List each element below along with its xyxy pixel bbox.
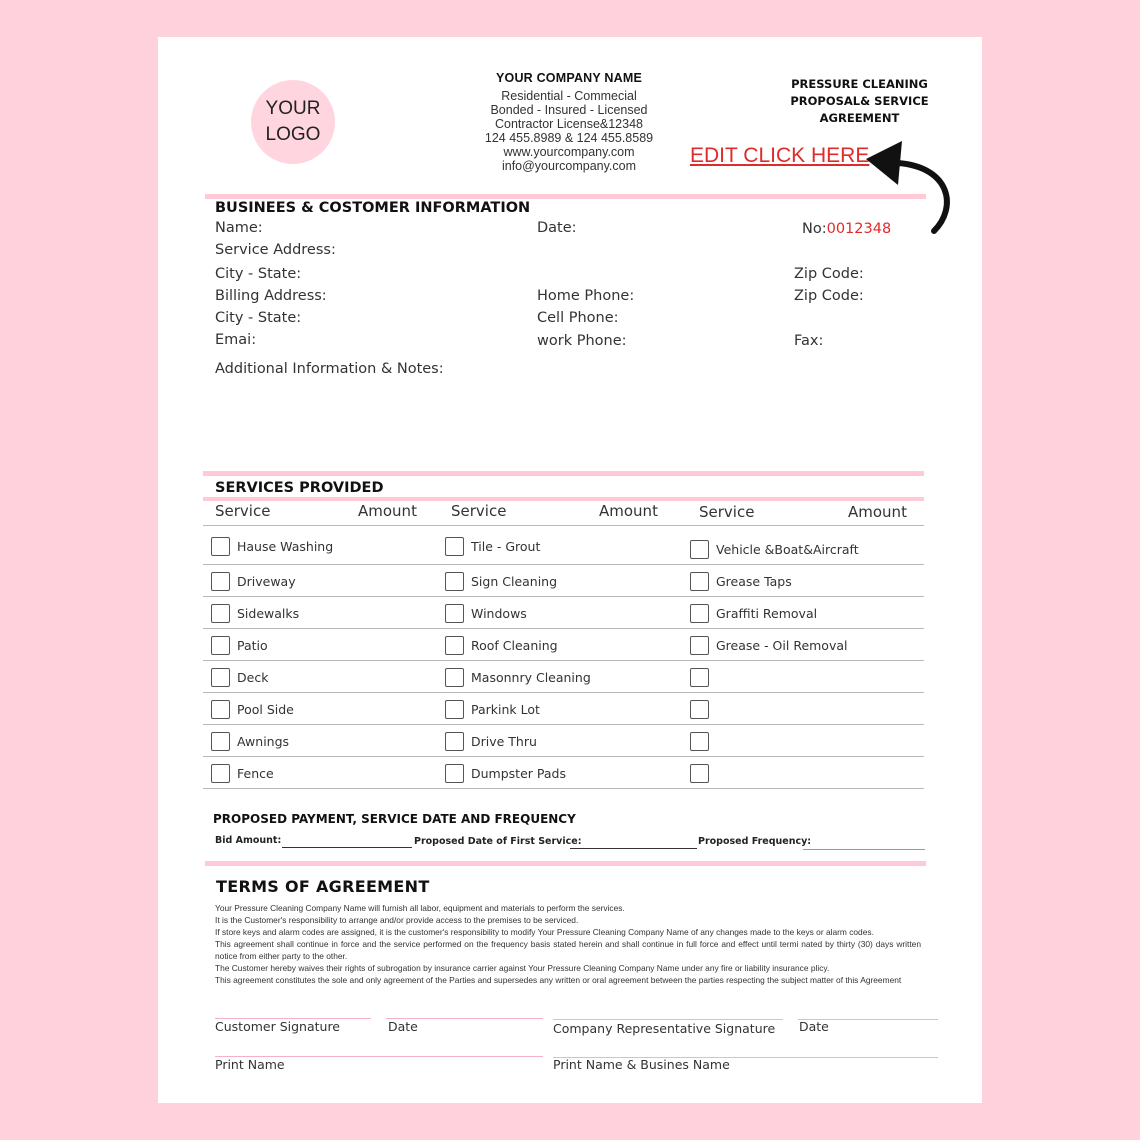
service-item (690, 764, 716, 783)
edit-link[interactable]: EDIT CLICK HERE (690, 144, 870, 167)
company-info (466, 71, 672, 173)
service-item (690, 636, 848, 655)
proposal-form-page (158, 37, 982, 1103)
service-item (690, 668, 716, 687)
service-item (445, 604, 527, 623)
service-checkbox[interactable] (211, 668, 230, 687)
service-label: Grease Taps (716, 574, 792, 589)
logo-text-line2: LOGO (265, 124, 321, 145)
service-checkbox[interactable] (690, 668, 709, 687)
service-checkbox[interactable] (211, 700, 230, 719)
service-checkbox[interactable] (211, 764, 230, 783)
cell-phone-label: Cell Phone: (537, 310, 619, 326)
service-label: Fence (237, 766, 274, 781)
service-label: Masonnry Cleaning (471, 670, 591, 685)
service-checkbox[interactable] (445, 700, 464, 719)
service-checkbox[interactable] (690, 636, 709, 655)
service-label: Patio (237, 638, 268, 653)
service-label: Grease - Oil Removal (716, 638, 848, 653)
service-label: Sidewalks (237, 606, 300, 621)
terms-line: This agreement constitutes the sole and only agreement of the Parties and supersedes any written or oral agreement between the parties respecting the subject matter of this Agreement (215, 975, 902, 985)
service-label: Pool Side (237, 702, 294, 717)
service-item (445, 636, 558, 655)
name-field-label: Name: (215, 220, 263, 236)
service-checkbox[interactable] (211, 537, 230, 556)
col-header-service: Service (451, 502, 507, 520)
number-value: 0012348 (826, 221, 892, 237)
document-title-line: PROPOSAL& SERVICE (790, 94, 929, 108)
row-divider (203, 525, 924, 526)
service-item (690, 540, 859, 559)
row-divider (203, 660, 924, 661)
payment-section-title: PROPOSED PAYMENT, SERVICE DATE AND FREQUENCY (213, 812, 576, 826)
service-item (445, 700, 540, 719)
service-item (690, 572, 792, 591)
company-line: info@yourcompany.com (501, 159, 637, 173)
service-label: Deck (237, 670, 269, 685)
number-label: No: (802, 221, 827, 237)
service-label: Roof Cleaning (471, 638, 558, 653)
terms-line: It is the Customer's responsibility to arrange and/or provide access to the premises to be serviced. (215, 915, 579, 925)
section-divider (203, 497, 924, 501)
row-divider (203, 628, 924, 629)
terms-title: TERMS OF AGREEMENT (216, 877, 430, 896)
service-address-label: Service Address: (215, 242, 336, 258)
service-label: Driveway (237, 574, 296, 589)
service-checkbox[interactable] (445, 732, 464, 751)
service-item (211, 572, 296, 591)
section-divider (203, 471, 924, 476)
customer-signature-label: Customer Signature (215, 1019, 340, 1034)
billing-address-label: Billing Address: (215, 288, 327, 304)
service-checkbox[interactable] (211, 636, 230, 655)
service-checkbox[interactable] (445, 604, 464, 623)
terms-line: If store keys and alarm codes are assigned, it is the customer's responsibility to modify Your Pressure Cleaning Company Name of any changes made to the keys or alarm codes. (215, 927, 874, 937)
terms-line: This agreement shall continue in force and the service performed on the frequency basis stated herein and shall continue in full force and effect until termi nated by thirty (30) days written notice from either party to the other. (215, 939, 921, 961)
row-divider (203, 788, 924, 789)
row-divider (203, 564, 924, 565)
service-item (211, 668, 268, 687)
service-checkbox[interactable] (445, 764, 464, 783)
section-divider (205, 861, 926, 866)
service-item (445, 732, 537, 751)
service-checkbox[interactable] (445, 572, 464, 591)
col-header-amount: Amount (848, 503, 907, 521)
service-checkbox[interactable] (211, 572, 230, 591)
service-checkbox[interactable] (445, 668, 464, 687)
service-label: Sign Cleaning (471, 574, 558, 589)
service-item (211, 764, 274, 783)
company-signature-label: Company Representative Signature (553, 1021, 776, 1036)
company-line: Contractor License&12348 (494, 117, 643, 131)
first-service-date-label: Proposed Date of First Service: (414, 836, 582, 847)
city-state-label: City - State: (215, 266, 302, 282)
terms-line: The Customer hereby waives their rights of subrogation by insurance carrier against Your Pressure Cleaning Company Name under any fire or liability insurance plicy. (215, 963, 830, 973)
service-item (690, 700, 716, 719)
service-item (445, 572, 557, 591)
service-label: Drive Thru (471, 734, 537, 749)
service-checkbox[interactable] (690, 540, 709, 559)
zip-code-label-2: Zip Code: (794, 288, 864, 304)
service-item (690, 732, 716, 751)
col-header-amount: Amount (358, 502, 417, 520)
print-name-business-label: Print Name & Busines Name (553, 1057, 730, 1072)
service-item (445, 764, 566, 783)
service-item (211, 537, 333, 556)
service-label: Parkink Lot (471, 702, 540, 717)
date-field-label: Date: (537, 220, 577, 236)
first-service-date-input[interactable] (570, 848, 697, 849)
frequency-label: Proposed Frequency: (698, 836, 812, 847)
company-line: www.yourcompany.com (503, 145, 635, 159)
company-line: 124 455.8989 & 124 455.8589 (484, 131, 654, 145)
zip-code-label: Zip Code: (794, 266, 864, 282)
terms-body (215, 902, 921, 986)
col-header-amount: Amount (599, 502, 658, 520)
company-line: Residential - Commecial (501, 89, 637, 103)
signature-line (553, 1019, 783, 1020)
logo-text-line1: YOUR (265, 98, 321, 119)
document-title-line: AGREEMENT (819, 111, 900, 125)
terms-line: Your Pressure Cleaning Company Name will furnish all labor, equipment and materials to perform the services. (215, 903, 625, 913)
bid-amount-input[interactable] (282, 847, 412, 848)
service-checkbox[interactable] (690, 700, 709, 719)
service-checkbox[interactable] (690, 604, 709, 623)
service-label: Vehicle &Boat&Aircraft (716, 542, 859, 557)
service-checkbox[interactable] (690, 732, 709, 751)
services-section-title: SERVICES PROVIDED (215, 480, 384, 496)
row-divider (203, 756, 924, 757)
date-label: Date (799, 1019, 829, 1034)
service-item (211, 700, 294, 719)
logo-placeholder (251, 80, 335, 164)
row-divider (203, 692, 924, 693)
company-line: Bonded - Insured - Licensed (490, 103, 648, 117)
service-label: Hause Washing (237, 539, 334, 554)
service-item (211, 636, 268, 655)
notes-label: Additional Information & Notes: (215, 361, 444, 377)
service-label: Dumpster Pads (471, 766, 566, 781)
col-header-service: Service (699, 503, 755, 521)
customer-section-title: BUSINEES & COSTOMER INFORMATION (215, 200, 531, 216)
number-field (802, 221, 891, 237)
service-checkbox[interactable] (690, 572, 709, 591)
service-label: Graffiti Removal (716, 606, 818, 621)
service-label: Tile - Grout (471, 539, 541, 554)
city-state-label-2: City - State: (215, 310, 302, 326)
bid-amount-label: Bid Amount: (215, 835, 282, 846)
document-title-line: PRESSURE CLEANING (791, 77, 928, 91)
company-name: YOUR COMPANY NAME (495, 71, 642, 85)
service-item (690, 604, 817, 623)
service-item (211, 732, 289, 751)
service-checkbox[interactable] (445, 537, 464, 556)
frequency-input[interactable] (803, 849, 925, 850)
document-title (778, 76, 941, 127)
print-name-label: Print Name (215, 1057, 285, 1072)
row-divider (203, 724, 924, 725)
email-label: Emai: (215, 332, 257, 348)
service-checkbox[interactable] (445, 636, 464, 655)
fax-label: Fax: (794, 333, 824, 349)
service-item (445, 668, 591, 687)
section-divider (205, 194, 926, 199)
service-checkbox[interactable] (211, 732, 230, 751)
service-checkbox[interactable] (690, 764, 709, 783)
service-label: Windows (471, 606, 527, 621)
col-header-service: Service (215, 502, 271, 520)
row-divider (203, 596, 924, 597)
service-item (211, 604, 299, 623)
home-phone-label: Home Phone: (537, 288, 635, 304)
service-item (445, 537, 540, 556)
work-phone-label: work Phone: (537, 333, 627, 349)
date-label: Date (388, 1019, 418, 1034)
service-label: Awnings (237, 734, 290, 749)
service-checkbox[interactable] (211, 604, 230, 623)
